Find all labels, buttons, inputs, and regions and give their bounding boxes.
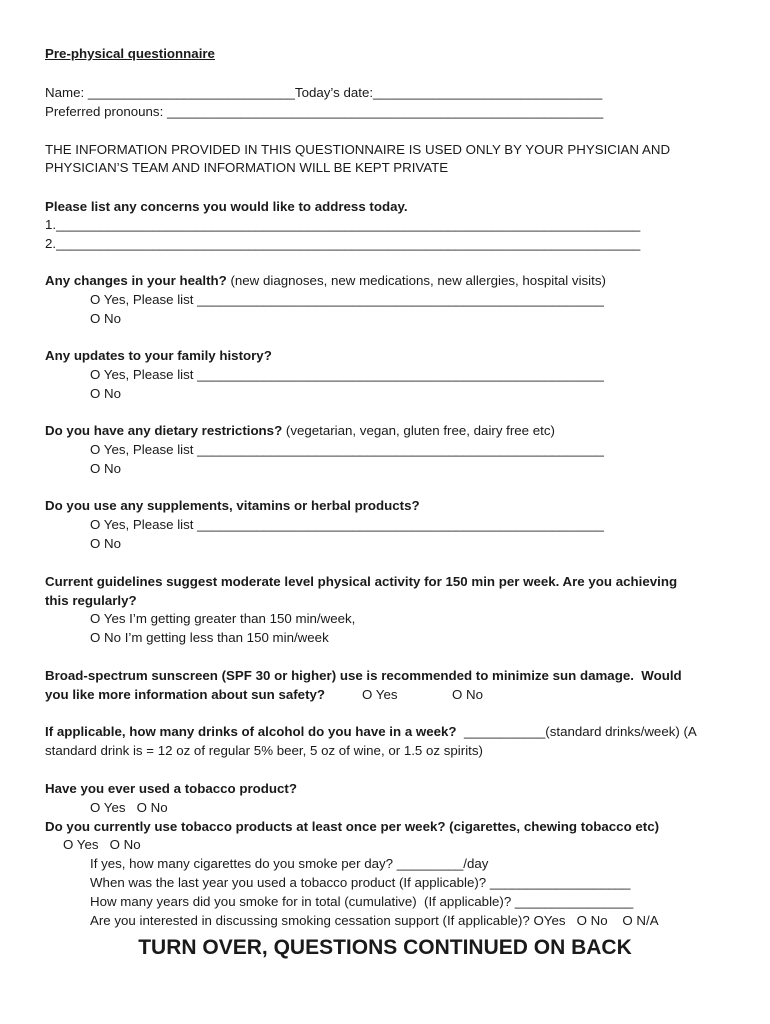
family-history-no-option[interactable]: O No <box>90 386 122 401</box>
health-changes-detail: (new diagnoses, new medications, new allergies, hospital visits) <box>226 273 606 288</box>
activity-question-line-1: Current guidelines suggest moderate level physical activity for 150 min per week. Are you achieving <box>45 574 678 589</box>
family-history-yes-option[interactable]: O Yes, Please list _______________________________________________________ <box>90 367 604 382</box>
tobacco-current-question: Do you currently use tobacco products at least once per week? (cigarettes, chewing tobacco etc) <box>45 819 660 834</box>
privacy-notice-line-2: PHYSICIAN’S TEAM AND INFORMATION WILL BE KEPT PRIVATE <box>45 160 449 175</box>
cessation-support-options[interactable]: Are you interested in discussing smoking cessation support (If applicable)? OYes O No O N/A <box>90 913 659 928</box>
pronouns-field[interactable]: Preferred pronouns: ___________________________________________________________ <box>45 104 604 119</box>
dietary-no-option[interactable]: O No <box>90 461 122 476</box>
concern-item-2[interactable]: 2._______________________________________________________________________________ <box>45 236 641 251</box>
health-changes-yes-option[interactable]: O Yes, Please list _______________________________________________________ <box>90 292 604 307</box>
sunscreen-yes-option[interactable]: O Yes <box>362 687 398 702</box>
last-tobacco-year-field[interactable]: When was the last year you used a tobacco product (If applicable)? ___________________ <box>90 875 631 890</box>
supplements-no-option[interactable]: O No <box>90 536 122 551</box>
health-changes-question <box>45 273 606 289</box>
health-changes-label: Any changes in your health? <box>45 273 227 288</box>
page-title: Pre-physical questionnaire <box>45 46 215 61</box>
supplements-question: Do you use any supplements, vitamins or herbal products? <box>45 498 420 513</box>
smoking-years-field[interactable]: How many years did you smoke for in total (cumulative) (If applicable)? ________________ <box>90 894 634 909</box>
dietary-question <box>45 423 555 439</box>
health-changes-no-option[interactable]: O No <box>90 311 122 326</box>
tobacco-current-options[interactable]: O Yes O No <box>63 837 141 852</box>
activity-yes-option[interactable]: O Yes I’m getting greater than 150 min/week, <box>90 611 356 626</box>
privacy-notice-line-1: THE INFORMATION PROVIDED IN THIS QUESTIONNAIRE IS USED ONLY BY YOUR PHYSICIAN AND <box>45 142 671 157</box>
tobacco-ever-options[interactable]: O Yes O No <box>90 800 168 815</box>
alcohol-standard-drink-note: standard drink is = 12 oz of regular 5% beer, 5 oz of wine, or 1.5 oz spirits) <box>45 743 483 758</box>
activity-question-line-2: this regularly? <box>45 593 137 608</box>
sunscreen-no-option[interactable]: O No <box>452 687 484 702</box>
concerns-heading: Please list any concerns you would like to address today. <box>45 199 408 214</box>
dietary-label: Do you have any dietary restrictions? <box>45 423 283 438</box>
supplements-yes-option[interactable]: O Yes, Please list _______________________________________________________ <box>90 517 604 532</box>
alcohol-blank[interactable]: ___________(standard drinks/week) (A <box>456 724 697 739</box>
name-date-field[interactable]: Name: ____________________________Today’s date:_______________________________ <box>45 85 603 100</box>
sunscreen-question-line-2: you like more information about sun safety? <box>45 687 326 702</box>
tobacco-ever-question: Have you ever used a tobacco product? <box>45 781 297 796</box>
turn-over-notice: TURN OVER, QUESTIONS CONTINUED ON BACK <box>138 936 632 959</box>
dietary-yes-option[interactable]: O Yes, Please list _______________________________________________________ <box>90 442 604 457</box>
alcohol-label: If applicable, how many drinks of alcohol do you have in a week? <box>45 724 457 739</box>
dietary-detail: (vegetarian, vegan, gluten free, dairy free etc) <box>282 423 555 438</box>
alcohol-question <box>45 724 697 740</box>
activity-no-option[interactable]: O No I’m getting less than 150 min/week <box>90 630 329 645</box>
family-history-question: Any updates to your family history? <box>45 348 272 363</box>
concern-item-1[interactable]: 1._______________________________________________________________________________ <box>45 217 641 232</box>
sunscreen-question-line-1: Broad-spectrum sunscreen (SPF 30 or higher) use is recommended to minimize sun damage. Would <box>45 668 682 683</box>
cigarettes-per-day-field[interactable]: If yes, how many cigarettes do you smoke per day? _________/day <box>90 856 489 871</box>
